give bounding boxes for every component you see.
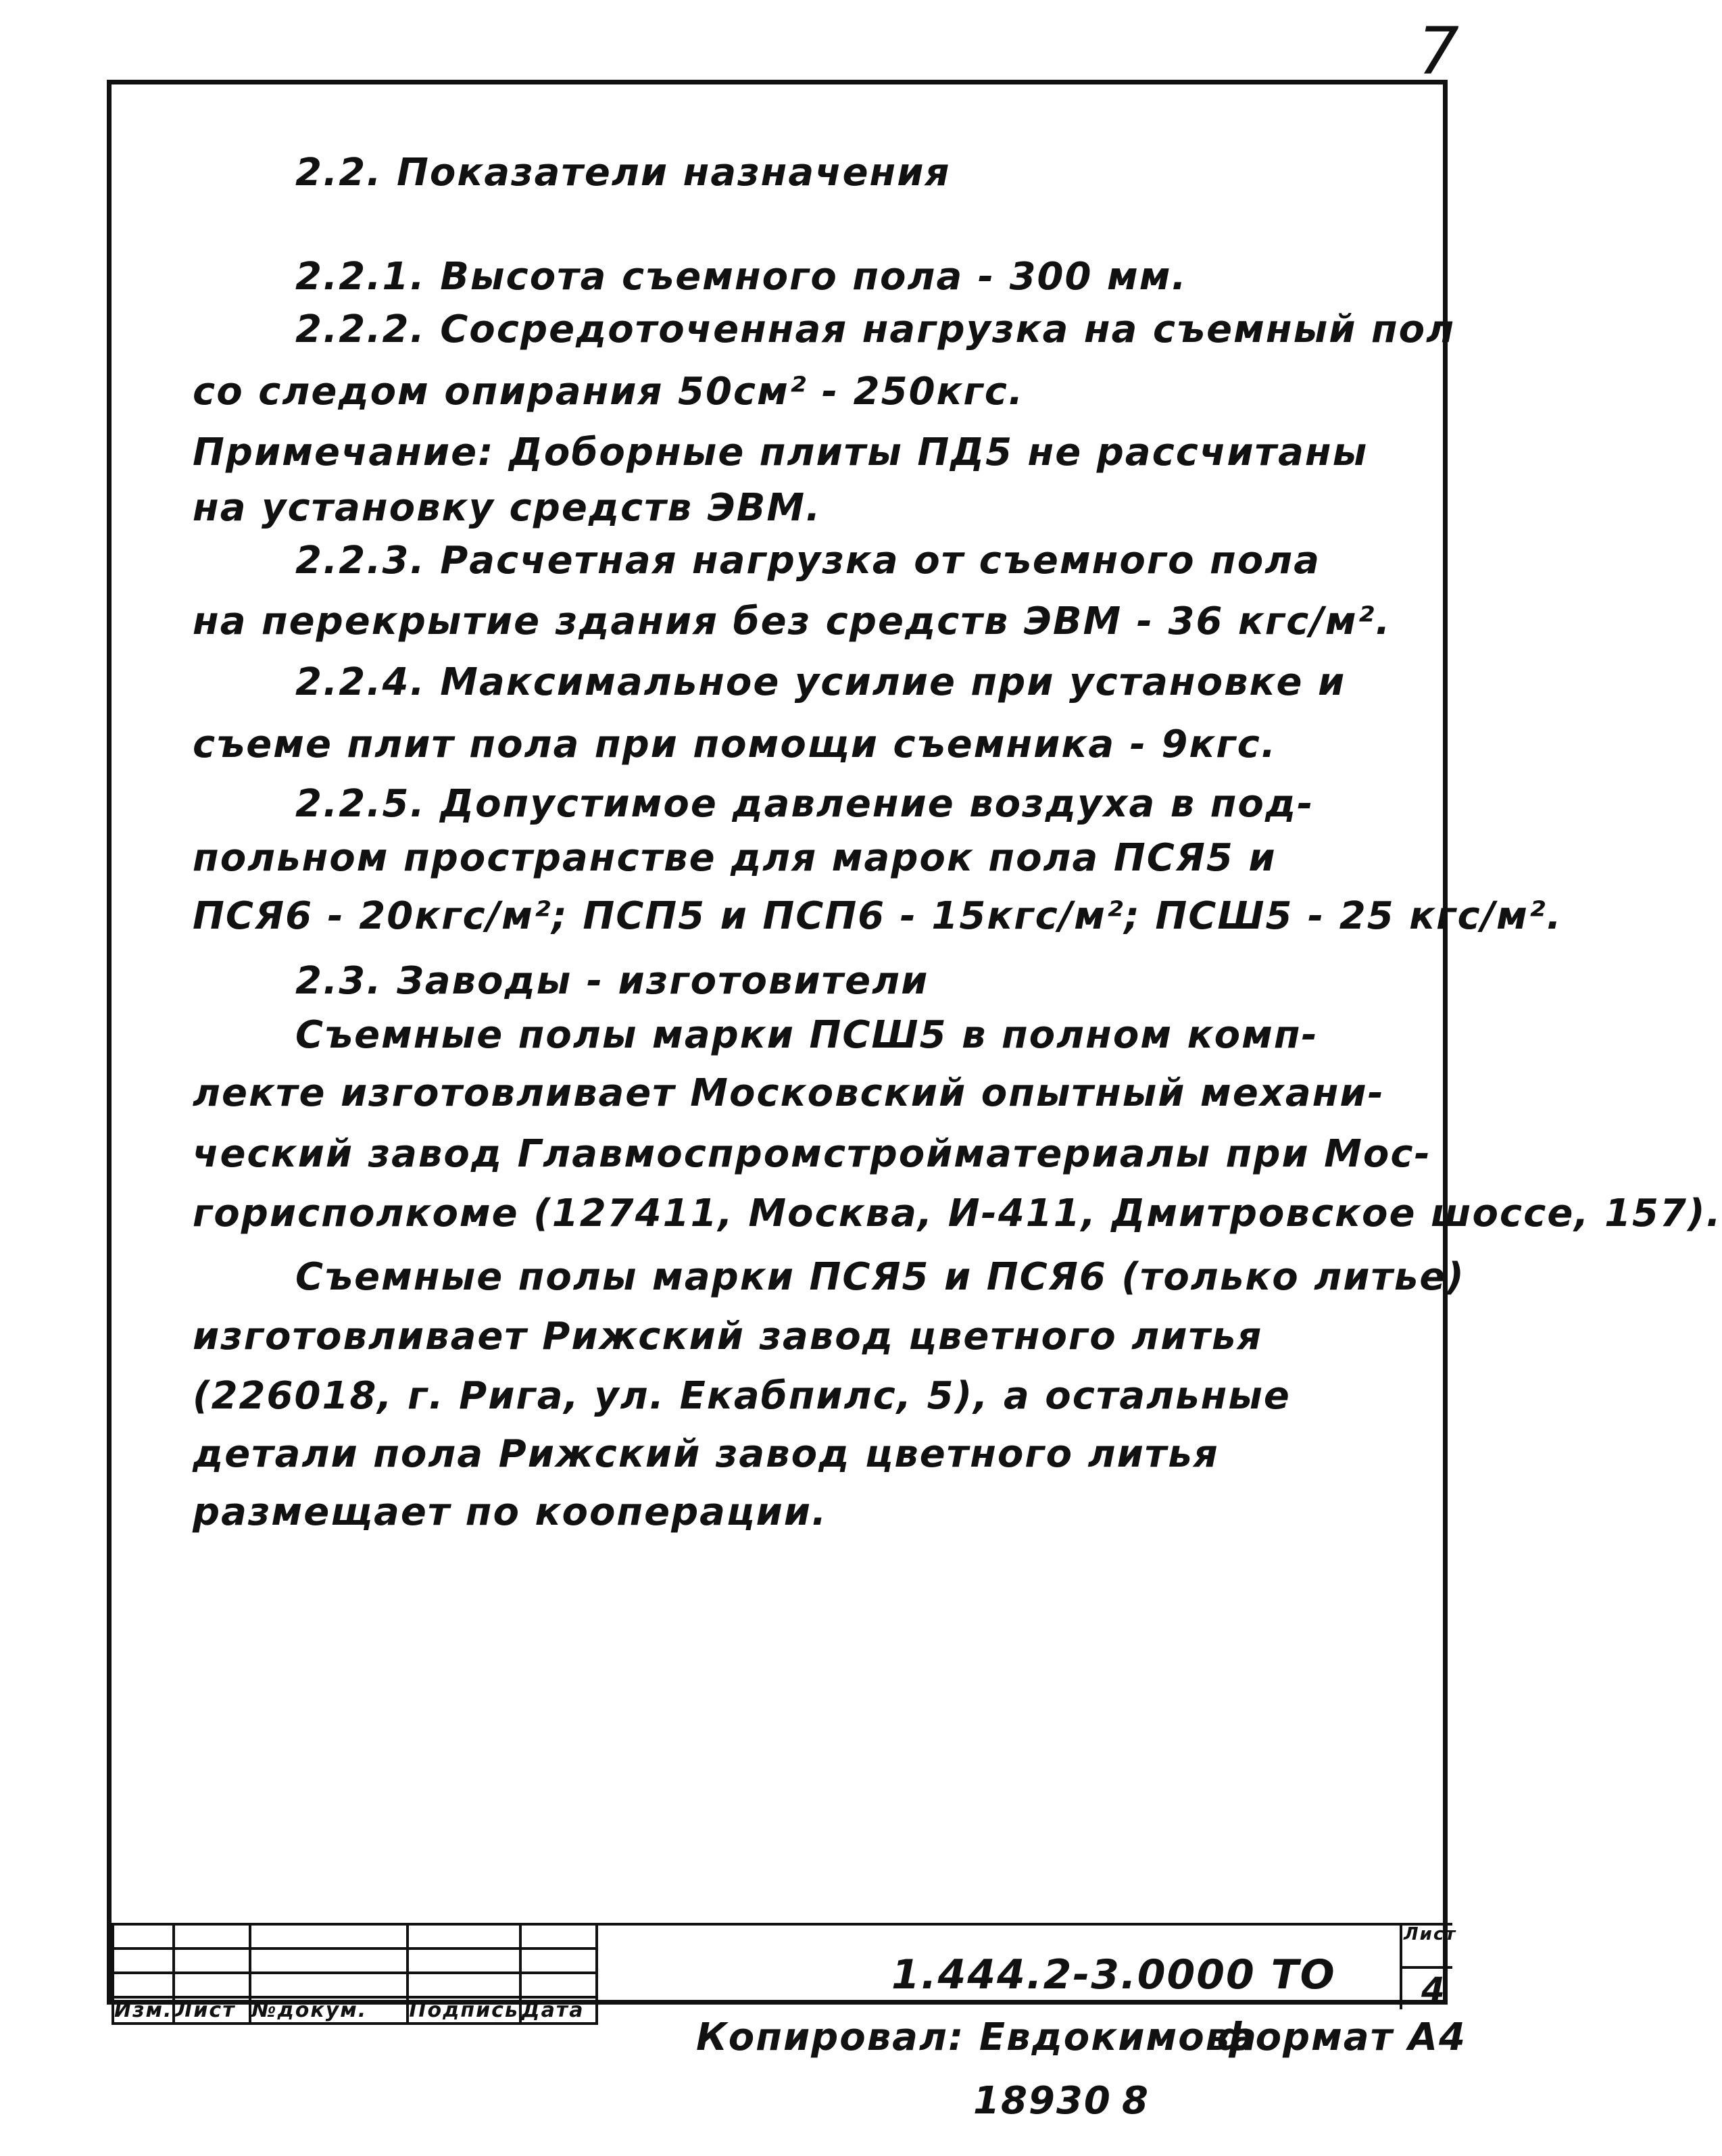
body-line: лекте изготовливает Московский опытный механи- bbox=[193, 1071, 1385, 1115]
body-line: размещает по кооперации. bbox=[193, 1490, 828, 1534]
body-line: 2.2.3. Расчетная нагрузка от съемного пола bbox=[295, 539, 1321, 583]
body-line: ПСЯ6 - 20кгс/м²; ПСП5 и ПСП6 - 15кгс/м²; ПСШ5 - 25 кгс/м². bbox=[193, 894, 1563, 938]
body-line: 2.2.1. Высота съемного пола - 300 мм. bbox=[295, 255, 1187, 299]
header-date: Дата bbox=[520, 1997, 597, 2024]
title-block-revision-table bbox=[112, 1923, 598, 2025]
body-line: 2.2.5. Допустимое давление воздуха в под- bbox=[295, 782, 1314, 826]
body-line: 2.2.2. Сосредоточенная нагрузка на съемный пол bbox=[295, 308, 1456, 351]
header-change: Изм. bbox=[114, 1999, 173, 2022]
section-heading: 2.2. Показатели назначения bbox=[295, 151, 951, 195]
page-number: 7 bbox=[1418, 14, 1461, 89]
body-line: горисполкоме (127411, Москва, И-411, Дмитровское шоссе, 157). bbox=[193, 1192, 1722, 1235]
sheet-number: 4 bbox=[1421, 1970, 1446, 2009]
section-heading: 2.3. Заводы - изготовители bbox=[295, 959, 929, 1003]
body-line: (226018, г. Рига, ул. Екабпилс, 5), а остальные bbox=[193, 1374, 1291, 1418]
revision-header-row bbox=[113, 1997, 597, 2024]
copy-number: 8 bbox=[1122, 2079, 1150, 2123]
copied-by: Копировал: Евдокимова bbox=[696, 2015, 1258, 2059]
body-line: на установку средств ЭВМ. bbox=[193, 486, 822, 530]
revision-row bbox=[113, 1949, 597, 1973]
sheet-label: Лист bbox=[1404, 1924, 1457, 1944]
body-line: Съемные полы марки ПСШ5 в полном комп- bbox=[295, 1013, 1319, 1057]
body-line: Съемные полы марки ПСЯ5 и ПСЯ6 (только литье) bbox=[295, 1255, 1465, 1299]
sheet-divider bbox=[1400, 1966, 1452, 1969]
archive-number: 18930 bbox=[973, 2079, 1112, 2123]
body-line: съеме плит пола при помощи съемника - 9кгс. bbox=[193, 722, 1277, 766]
revision-row bbox=[113, 1924, 597, 1949]
header-signature: Подпись bbox=[409, 1999, 519, 2022]
body-line: 2.2.4. Максимальное усилие при установке и bbox=[295, 660, 1346, 704]
body-line: со следом опирания 50см² - 250кгс. bbox=[193, 370, 1025, 414]
body-line: польном пространстве для марок пола ПСЯ5 и bbox=[193, 836, 1277, 880]
body-line: Примечание: Доборные плиты ПД5 не рассчитаны bbox=[193, 431, 1369, 474]
drawing-frame bbox=[107, 80, 1722, 2022]
revision-row bbox=[113, 1973, 597, 1997]
header-document-number: №докум. bbox=[250, 1997, 408, 2024]
body-line: на перекрытие здания без средств ЭВМ - 36 кгс/м². bbox=[193, 599, 1392, 643]
body-line: детали пола Рижский завод цветного литья bbox=[193, 1432, 1219, 1476]
body-line: изготовливает Рижский завод цветного литья bbox=[193, 1315, 1263, 1358]
document-code: 1.444.2-3.0000 ТО bbox=[891, 1951, 1336, 1999]
paper-format: формат А4 bbox=[1216, 2015, 1467, 2059]
body-line: ческий завод Главмоспромстройматериалы при Мос- bbox=[193, 1132, 1431, 1176]
header-sheet: Лист bbox=[174, 1997, 250, 2024]
